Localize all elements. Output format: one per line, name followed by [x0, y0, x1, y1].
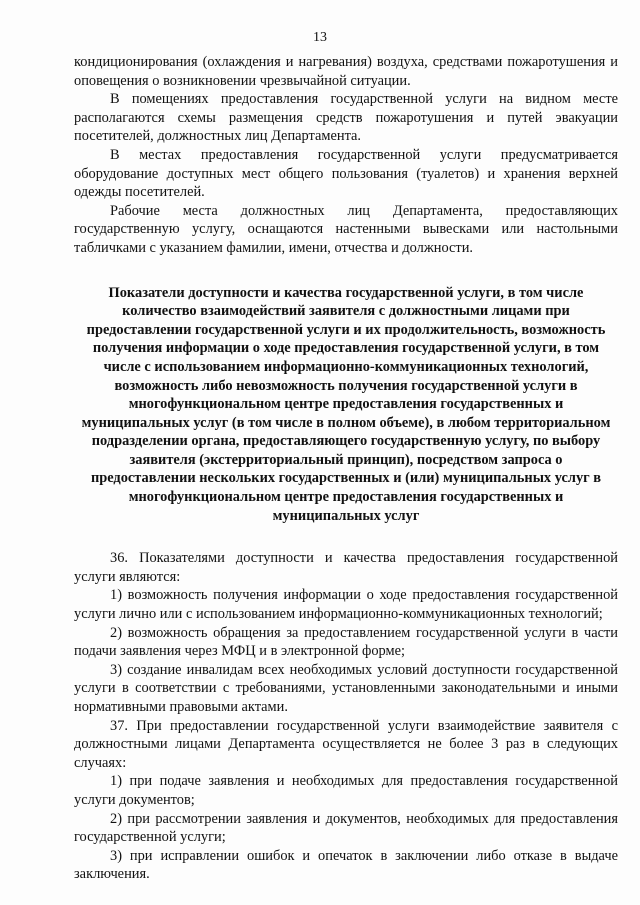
paragraph: 36. Показателями доступности и качества предоставления государственной услуги являются:	[74, 550, 618, 585]
list-item: 1) при подаче заявления и необходимых для предоставления государственной услуги документов;	[74, 773, 618, 808]
list-item: 3) создание инвалидам всех необходимых условий доступности государственной услуги в соответствии с требованиями, установленными законодательными и иными нормативными правовыми актами.	[74, 661, 618, 715]
paragraph: В помещениях предоставления государственной услуги на видном месте располагаются схемы размещения средств пожаротушения и путей эвакуации посетителей, должностных лиц Департамента.	[74, 91, 618, 145]
list-item: 3) при исправлении ошибок и опечаток в заключении либо отказе в выдаче заключения.	[74, 847, 618, 883]
section-heading: Показатели доступности и качества государственной услуги, в том числе количество взаимодействий заявителя с должностными лицами при предоставлении государственной услуги и их продолжительность, возможность получения информации о ходе предоставления государственной услуги, в том числе с использованием информационно-коммуникационных технологий, возможность либо невозможность получения государственной услуги в многофункциональном центре предоставления государственных и муниципальных услуг (в том числе в полном объеме), в любом территориальном подразделении органа, предоставляющего государственную услугу, по выбору заявителя (экстерриториальный принцип), посредством запроса о предоставлении нескольких государственных и (или) муниципальных услуг в многофункциональном центре предоставления государственных и муниципальных услуг	[81, 284, 611, 524]
paragraph: 37. При предоставлении государственной услуги взаимодействие заявителя с должностными лицами Департамента осуществляется не более 3 раз в следующих случаях:	[74, 717, 618, 771]
paragraph: В местах предоставления государственной услуги предусматривается оборудование доступных мест общего пользования (туалетов) и хранения верхней одежды посетителей.	[74, 146, 618, 201]
paragraph: кондиционирования (охлаждения и нагревания) воздуха, средствами пожаротушения и оповещения о возникновении чрезвычайной ситуации.	[74, 54, 618, 89]
paragraph: Рабочие места должностных лиц Департамента, предоставляющих государственную услугу, оснащаются настенными вывесками или настольными табличками с указанием фамилии, имени, отчества и должности.	[74, 202, 618, 256]
document-body	[74, 53, 618, 884]
list-item: 1) возможность получения информации о ходе предоставления государственной услуги лично или с использованием информационно-коммуникационных технологий;	[74, 587, 618, 623]
page-number: 13	[313, 30, 327, 45]
list-item: 2) возможность обращения за предоставлением государственной услуги в части подачи заявления через МФЦ и в электронной форме;	[74, 624, 618, 660]
list-item: 2) при рассмотрении заявления и документов, необходимых для предоставления государственной услуги;	[74, 810, 618, 846]
